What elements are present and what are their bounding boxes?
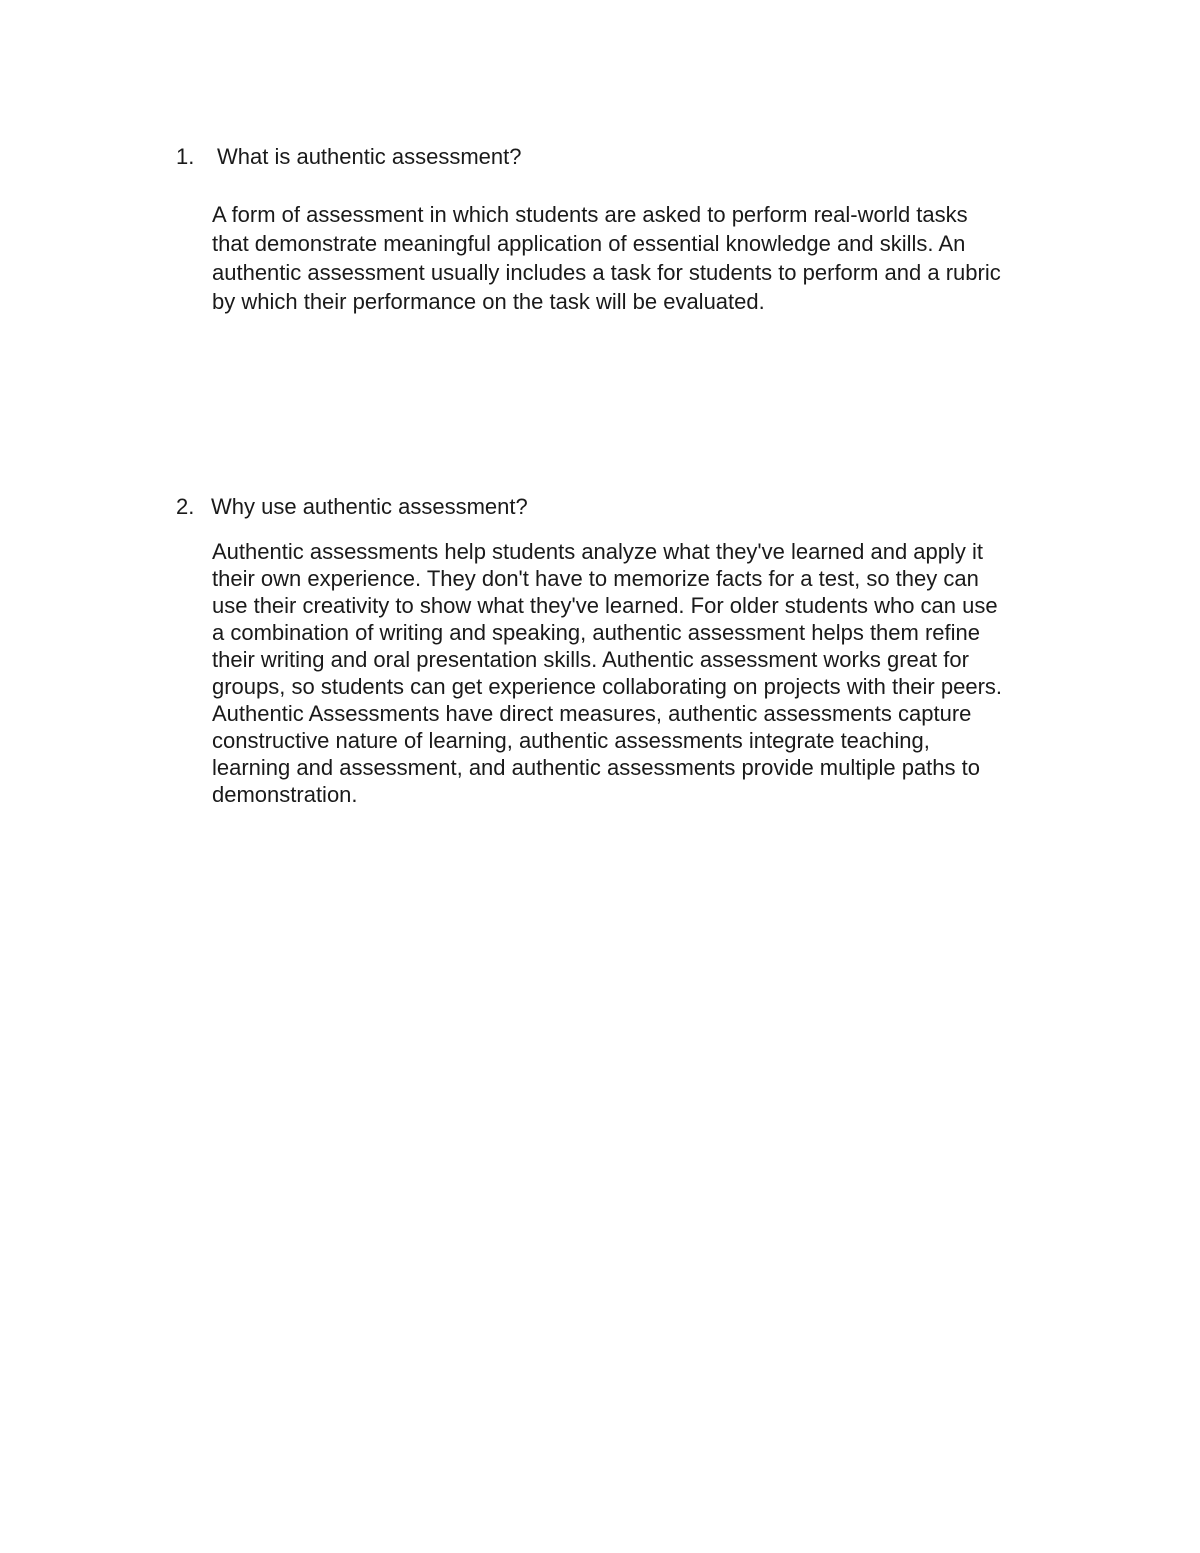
answer-line: demonstration.	[212, 782, 358, 807]
answer-line: use their creativity to show what they've learned. For older students who can use	[212, 593, 998, 618]
question-text: Why use authentic assessment?	[211, 494, 528, 519]
answer-line: Authentic Assessments have direct measures, authentic assessments capture	[212, 701, 972, 726]
answer-line: their writing and oral presentation skills. Authentic assessment works great for	[212, 647, 969, 672]
answer-1	[212, 200, 1072, 316]
answer-line: authentic assessment usually includes a task for students to perform and a rubric	[212, 260, 1001, 285]
answer-line: A form of assessment in which students are asked to perform real-world tasks	[212, 202, 968, 227]
question-number: 1.	[176, 144, 195, 169]
answer-line: that demonstrate meaningful application of essential knowledge and skills. An	[212, 231, 966, 256]
answer-line: a combination of writing and speaking, authentic assessment helps them refine	[212, 620, 980, 645]
answer-line: groups, so students can get experience collaborating on projects with their peers.	[212, 674, 1003, 699]
answer-line: learning and assessment, and authentic assessments provide multiple paths to	[212, 755, 980, 780]
answer-line: their own experience. They don't have to memorize facts for a test, so they can	[212, 566, 979, 591]
answer-line: constructive nature of learning, authentic assessments integrate teaching,	[212, 728, 930, 753]
question-number: 2.	[176, 494, 195, 519]
answer-2	[212, 538, 1072, 808]
question-text: What is authentic assessment?	[217, 144, 522, 169]
answer-line: by which their performance on the task will be evaluated.	[212, 289, 765, 314]
answer-line: Authentic assessments help students analyze what they've learned and apply it	[212, 539, 983, 564]
